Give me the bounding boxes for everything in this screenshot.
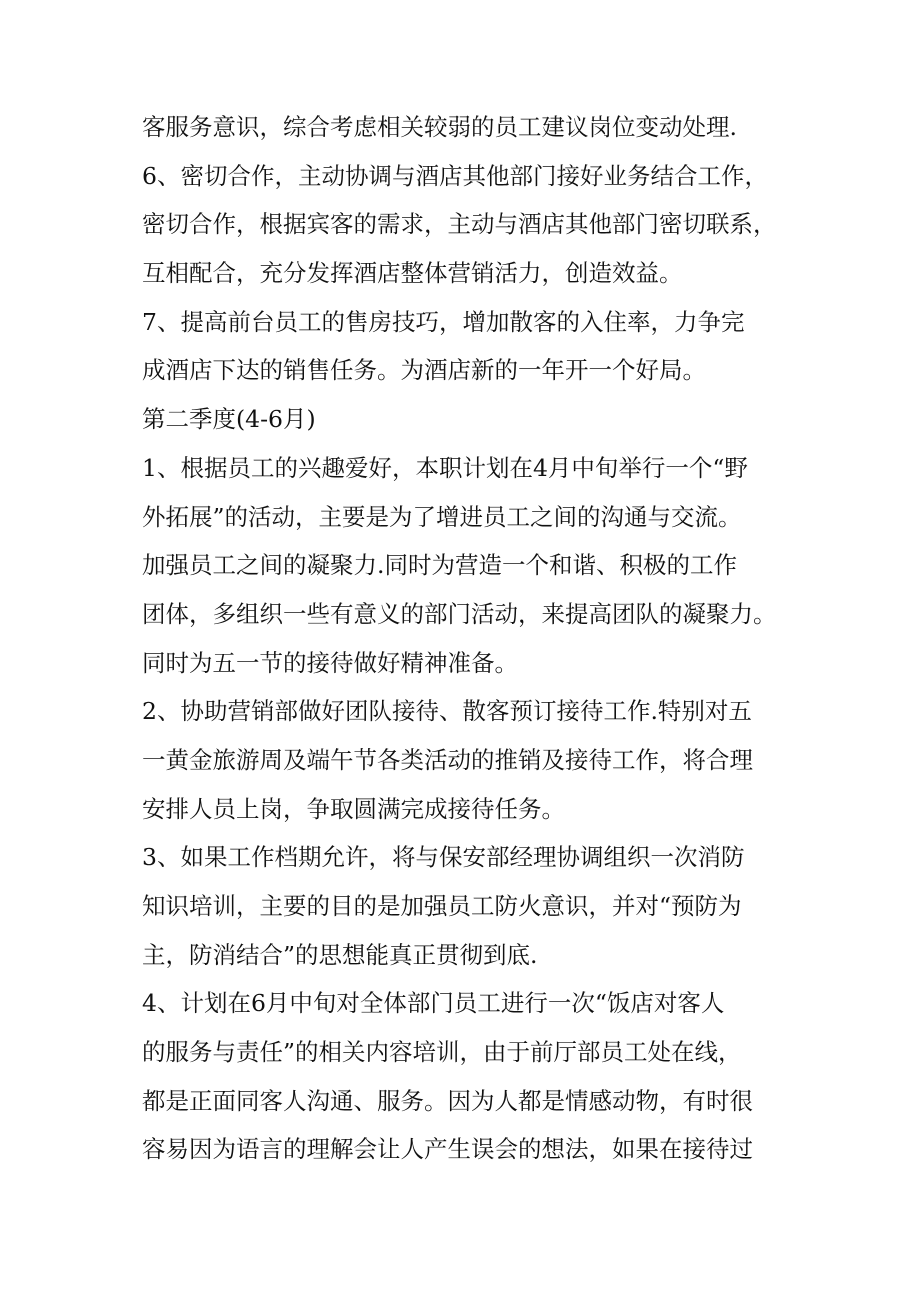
text-line: 7、提高前台员工的售房技巧，增加散客的入住率，力争完 [142, 307, 745, 336]
text-line: 1、根据员工的兴趣爱好，本职计划在4月中旬举行一个“野 [142, 453, 748, 482]
text-line: 互相配合，充分发挥酒店整体营销活力，创造效益。 [142, 259, 683, 288]
text-line: 的服务与责任”的相关内容培训，由于前厅部员工处在线， [142, 1038, 742, 1067]
text-line: 4、计划在6月中旬对全体部门员工进行一次“饭店对客人 [142, 989, 725, 1018]
text-line: 客服务意识，综合考虑相关较弱的员工建议岗位变动处理. [142, 113, 737, 141]
text-line: 知识培训，主要的目的是加强员工防火意识，并对“预防为 [142, 892, 742, 920]
text-line: 主，防消结合”的思想能真正贯彻到底. [142, 940, 538, 969]
text-line: 同时为五一节的接待做好精神准备。 [142, 648, 518, 677]
text-line: 一黄金旅游周及端午节各类活动的推销及接待工作，将合理 [142, 745, 753, 774]
text-line: 都是正面同客人沟通、服务。因为人都是情感动物，有时很 [142, 1086, 753, 1115]
text-line: 加强员工之间的凝聚力.同时为营造一个和谐、积极的工作 [142, 551, 737, 580]
text-line: 安排人员上岗，争取圆满完成接待任务。 [142, 794, 565, 823]
section-heading: 第二季度(4-6月) [142, 405, 316, 434]
text-line: 容易因为语言的理解会让人产生误会的想法，如果在接待过 [142, 1135, 753, 1164]
text-line: 6、密切合作，主动协调与酒店其他部门接好业务结合工作， [142, 161, 768, 190]
text-line: 2、协助营销部做好团队接待、散客预订接待工作.特别对五 [142, 697, 752, 726]
document-body [142, 103, 802, 1174]
text-line: 密切合作，根据宾客的需求，主动与酒店其他部门密切联系， [142, 210, 777, 239]
text-line: 成酒店下达的销售任务。为酒店新的一年开一个好局。 [142, 356, 706, 385]
text-line: 3、如果工作档期允许，将与保安部经理协调组织一次消防 [142, 843, 745, 872]
text-line: 外拓展”的活动，主要是为了增进员工之间的沟通与交流。 [142, 502, 742, 531]
text-line: 团体，多组织一些有意义的部门活动，来提高团队的凝聚力。 [142, 599, 777, 628]
